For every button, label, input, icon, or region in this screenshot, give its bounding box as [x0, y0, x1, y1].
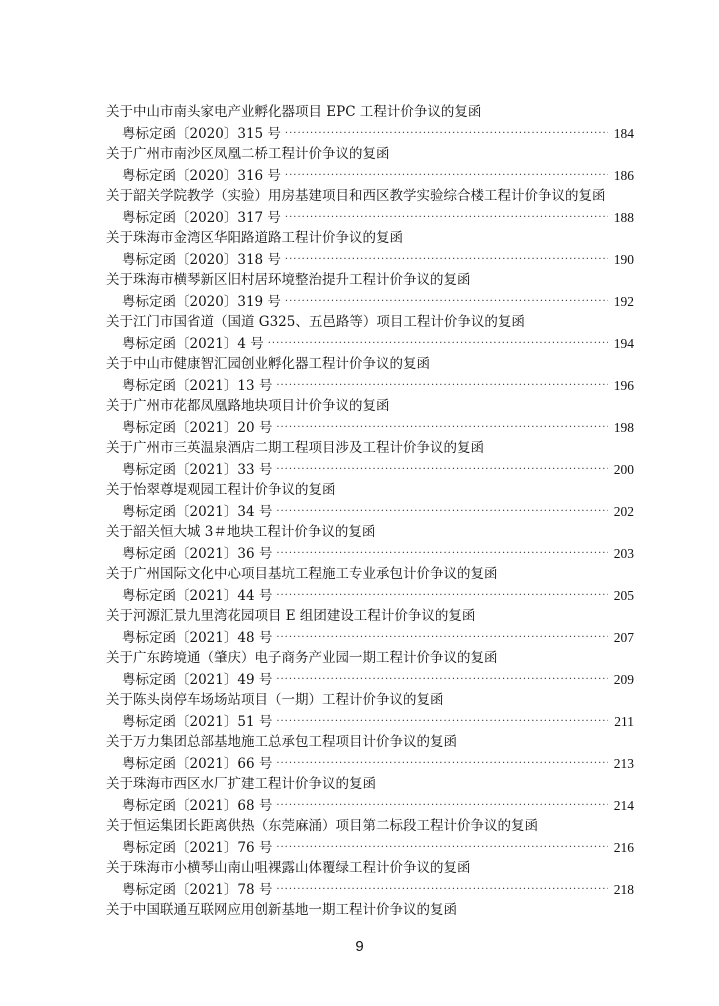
document-number: 粤标定函〔2021〕51 号 [122, 714, 273, 730]
entry-reference-line [122, 333, 634, 354]
entry-reference-line [122, 543, 634, 564]
entry-page-number: 188 [613, 210, 634, 225]
toc-entry [0, 564, 719, 606]
entry-page-number: 203 [613, 546, 634, 561]
toc-entry [0, 522, 719, 564]
dot-leader [276, 837, 607, 858]
entry-reference-line [122, 375, 634, 396]
dot-leader [276, 711, 608, 732]
entry-reference-line [122, 291, 634, 312]
entry-title: 关于广州市三英温泉酒店二期工程项目涉及工程计价争议的复函 [106, 440, 484, 456]
entry-reference-line [122, 585, 634, 606]
toc-entry [0, 438, 719, 480]
entry-title: 关于中山市健康智汇园创业孵化器工程计价争议的复函 [106, 356, 430, 372]
entry-title: 关于韶关恒大城 3＃地块工程计价争议的复函 [106, 524, 376, 540]
dot-leader [276, 753, 607, 774]
entry-title: 关于河源汇景九里湾花园项目 E 组团建设工程计价争议的复函 [106, 608, 476, 624]
entry-page-number: 184 [613, 126, 634, 141]
entry-reference-line [122, 417, 634, 438]
entry-page-number: 216 [613, 840, 634, 855]
entry-title: 关于陈头岗停车场场站项目（一期）工程计价争议的复函 [106, 692, 444, 708]
dot-leader [276, 543, 607, 564]
document-number: 粤标定函〔2021〕33 号 [122, 462, 273, 478]
dot-leader [285, 165, 608, 186]
entry-reference-line [122, 123, 634, 144]
entry-page-number: 186 [613, 168, 634, 183]
entry-page-number: 213 [613, 756, 634, 771]
entry-reference-line [122, 837, 634, 858]
entry-reference-line [122, 753, 634, 774]
entry-reference-line [122, 165, 634, 186]
toc-entry [0, 900, 719, 942]
toc-entry [0, 144, 719, 186]
dot-leader [276, 501, 607, 522]
dot-leader [276, 459, 607, 480]
entry-title: 关于中山市南头家电产业孵化器项目 EPC 工程计价争议的复函 [106, 104, 482, 120]
entry-title: 关于广州市花都凤凰路地块项目计价争议的复函 [106, 398, 390, 414]
toc-entry [0, 354, 719, 396]
document-number: 粤标定函〔2021〕36 号 [122, 546, 273, 562]
dot-leader [276, 627, 607, 648]
toc-entry [0, 186, 719, 228]
entry-page-number: 192 [613, 294, 634, 309]
entry-reference-line [122, 459, 634, 480]
entry-reference-line [122, 627, 634, 648]
document-number: 粤标定函〔2020〕318 号 [122, 252, 281, 268]
entry-reference-line [122, 207, 634, 228]
entry-page-number: 200 [613, 462, 634, 477]
toc-entry [0, 690, 719, 732]
entry-page-number: 211 [614, 714, 634, 729]
entry-page-number: 218 [613, 882, 634, 897]
dot-leader [276, 417, 607, 438]
entry-title: 关于万力集团总部基地施工总承包工程项目计价争议的复函 [106, 734, 457, 750]
dot-leader [276, 375, 607, 396]
entry-title: 关于韶关学院教学（实验）用房基建项目和西区教学实验综合楼工程计价争议的复函 [106, 188, 606, 204]
entry-title: 关于广州国际文化中心项目基坑工程施工专业承包计价争议的复函 [106, 566, 498, 582]
entry-title: 关于江门市国省道（国道 G325、五邑路等）项目工程计价争议的复函 [106, 314, 525, 330]
toc-entry [0, 312, 719, 354]
document-number: 粤标定函〔2021〕76 号 [122, 840, 273, 856]
entry-title: 关于广东跨境通（肇庆）电子商务产业园一期工程计价争议的复函 [106, 650, 498, 666]
document-number: 粤标定函〔2021〕20 号 [122, 420, 273, 436]
document-number: 粤标定函〔2021〕48 号 [122, 630, 273, 646]
entry-reference-line [122, 501, 634, 522]
document-number: 粤标定函〔2021〕4 号 [122, 336, 264, 352]
dot-leader [285, 207, 608, 228]
dot-leader [268, 333, 608, 354]
entry-page-number: 207 [613, 630, 634, 645]
entry-reference-line [122, 879, 634, 900]
document-number: 粤标定函〔2021〕49 号 [122, 672, 273, 688]
entry-page-number: 190 [613, 252, 634, 267]
toc-entry [0, 270, 719, 312]
document-number: 粤标定函〔2020〕319 号 [122, 294, 281, 310]
entry-reference-line [122, 669, 634, 690]
document-number: 粤标定函〔2021〕13 号 [122, 378, 273, 394]
toc-entry [0, 102, 719, 144]
entry-reference-line [122, 249, 634, 270]
entry-title: 关于珠海市小横琴山南山咀裸露山体覆绿工程计价争议的复函 [106, 860, 471, 876]
toc-entry [0, 228, 719, 270]
document-number: 粤标定函〔2021〕66 号 [122, 756, 273, 772]
entry-title: 关于珠海市横琴新区旧村居环境整治提升工程计价争议的复函 [106, 272, 471, 288]
entry-title: 关于恒运集团长距离供热（东莞麻涌）项目第二标段工程计价争议的复函 [106, 818, 538, 834]
document-number: 粤标定函〔2020〕317 号 [122, 210, 281, 226]
entry-title: 关于怡翠尊堤观园工程计价争议的复函 [106, 482, 336, 498]
toc-entry [0, 774, 719, 816]
entry-title: 关于广州市南沙区凤凰二桥工程计价争议的复函 [106, 146, 390, 162]
dot-leader [276, 585, 607, 606]
toc-entry [0, 858, 719, 900]
document-number: 粤标定函〔2020〕315 号 [122, 126, 281, 142]
dot-leader [285, 291, 608, 312]
document-number: 粤标定函〔2021〕44 号 [122, 588, 273, 604]
document-number: 粤标定函〔2021〕78 号 [122, 882, 273, 898]
entry-page-number: 198 [613, 420, 634, 435]
entry-reference-line [122, 711, 634, 732]
entry-page-number: 202 [613, 504, 634, 519]
entry-reference-line [122, 795, 634, 816]
toc-entry [0, 732, 719, 774]
entry-page-number: 214 [613, 798, 634, 813]
document-number: 粤标定函〔2021〕34 号 [122, 504, 273, 520]
entry-page-number: 194 [613, 336, 634, 351]
entry-title: 关于珠海市西区水厂扩建工程计价争议的复函 [106, 776, 376, 792]
dot-leader [285, 123, 608, 144]
entry-page-number: 196 [613, 378, 634, 393]
entry-page-number: 209 [613, 672, 634, 687]
toc-entry [0, 606, 719, 648]
page-number: 9 [355, 938, 364, 955]
entry-title: 关于珠海市金湾区华阳路道路工程计价争议的复函 [106, 230, 403, 246]
toc-entry [0, 816, 719, 858]
document-number: 粤标定函〔2021〕68 号 [122, 798, 273, 814]
table-of-contents [0, 102, 719, 942]
entry-page-number: 205 [613, 588, 634, 603]
dot-leader [285, 249, 608, 270]
entry-title: 关于中国联通互联网应用创新基地一期工程计价争议的复函 [106, 902, 457, 918]
dot-leader [276, 879, 607, 900]
document-number: 粤标定函〔2020〕316 号 [122, 168, 281, 184]
dot-leader [276, 669, 607, 690]
toc-entry [0, 480, 719, 522]
toc-entry [0, 648, 719, 690]
toc-entry [0, 396, 719, 438]
dot-leader [276, 795, 607, 816]
